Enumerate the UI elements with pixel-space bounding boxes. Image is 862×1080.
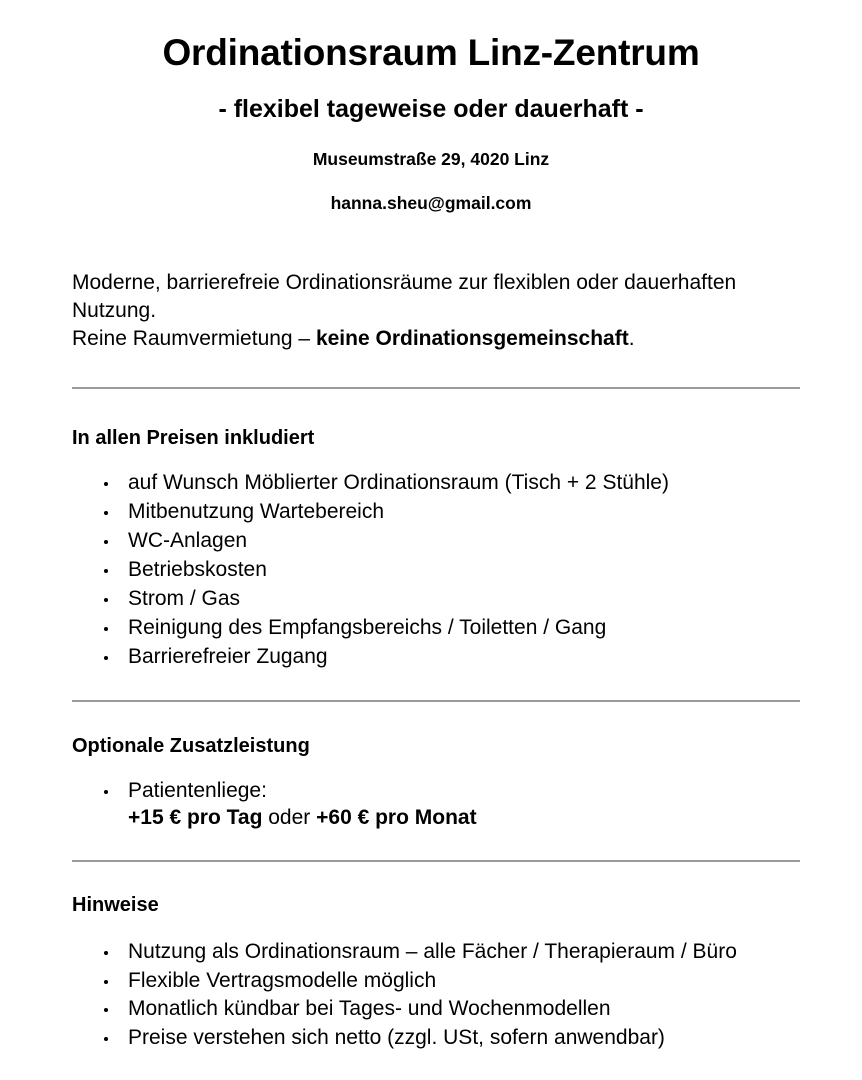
list-item-label: WC-Anlagen bbox=[128, 528, 248, 552]
list-item-label: Flexible Vertragsmodelle möglich bbox=[128, 968, 437, 992]
list-item-label: Monatlich kündbar bei Tages- und Wochenmodellen bbox=[128, 997, 611, 1021]
page-title: Ordinationsraum Linz-Zentrum bbox=[162, 32, 700, 73]
list-item bbox=[72, 616, 790, 641]
list-item bbox=[72, 471, 790, 496]
list-item bbox=[72, 940, 790, 965]
intro-line-1: Moderne, barrierefreie Ordinationsräume zur flexiblen oder dauerhaften bbox=[72, 270, 737, 294]
section-heading-notes: Hinweise bbox=[72, 893, 159, 916]
list-item-label: Preise verstehen sich netto (zzgl. USt, sofern anwendbar) bbox=[128, 1026, 665, 1050]
list-item bbox=[72, 500, 790, 525]
price-per-month: +60 € pro Monat bbox=[316, 805, 477, 829]
list-item bbox=[72, 587, 790, 612]
intro-line-2: Nutzung. bbox=[72, 298, 157, 322]
intro-line-3-prefix: Reine Raumvermietung – bbox=[72, 326, 316, 350]
intro-paragraph bbox=[72, 213, 790, 353]
list-item-label: Betriebskosten bbox=[128, 557, 267, 581]
list-item bbox=[72, 1026, 790, 1051]
list-item bbox=[72, 558, 790, 583]
list-item-label: Strom / Gas bbox=[128, 586, 241, 610]
list-item-label: Mitbenutzung Wartebereich bbox=[128, 499, 385, 523]
intro-line-3-suffix: . bbox=[628, 326, 635, 350]
intro-line-3-emphasis: keine Ordinationsgemeinschaft bbox=[315, 326, 629, 350]
list-item bbox=[72, 969, 790, 994]
optional-list bbox=[72, 757, 790, 832]
list-item bbox=[72, 529, 790, 554]
optional-item-label: Patientenliege: bbox=[128, 778, 267, 802]
notes-list bbox=[72, 916, 790, 1052]
page-subtitle: - flexibel tageweise oder dauerhaft - bbox=[218, 94, 644, 123]
section-heading-included: In allen Preisen inkludiert bbox=[72, 426, 315, 449]
price-separator: oder bbox=[262, 805, 317, 829]
list-item-label: Nutzung als Ordinationsraum – alle Fächer / Therapieraum / Büro bbox=[128, 939, 737, 963]
optional-item-pricing bbox=[128, 804, 790, 832]
included-list bbox=[72, 449, 790, 670]
list-item bbox=[72, 997, 790, 1022]
list-item-label: auf Wunsch Möblierter Ordinationsraum (Tisch + 2 Stühle) bbox=[128, 470, 669, 494]
contact-address: Museumstraße 29, 4020 Linz bbox=[312, 149, 550, 170]
contact-email: hanna.sheu@gmail.com bbox=[330, 192, 532, 213]
list-item-label: Barrierefreier Zugang bbox=[128, 644, 328, 668]
list-item bbox=[72, 645, 790, 670]
section-heading-optional: Optionale Zusatzleistung bbox=[72, 734, 310, 757]
list-item bbox=[72, 779, 790, 832]
price-per-day: +15 € pro Tag bbox=[128, 805, 263, 829]
list-item-label: Reinigung des Empfangsbereichs / Toiletten / Gang bbox=[128, 615, 607, 639]
